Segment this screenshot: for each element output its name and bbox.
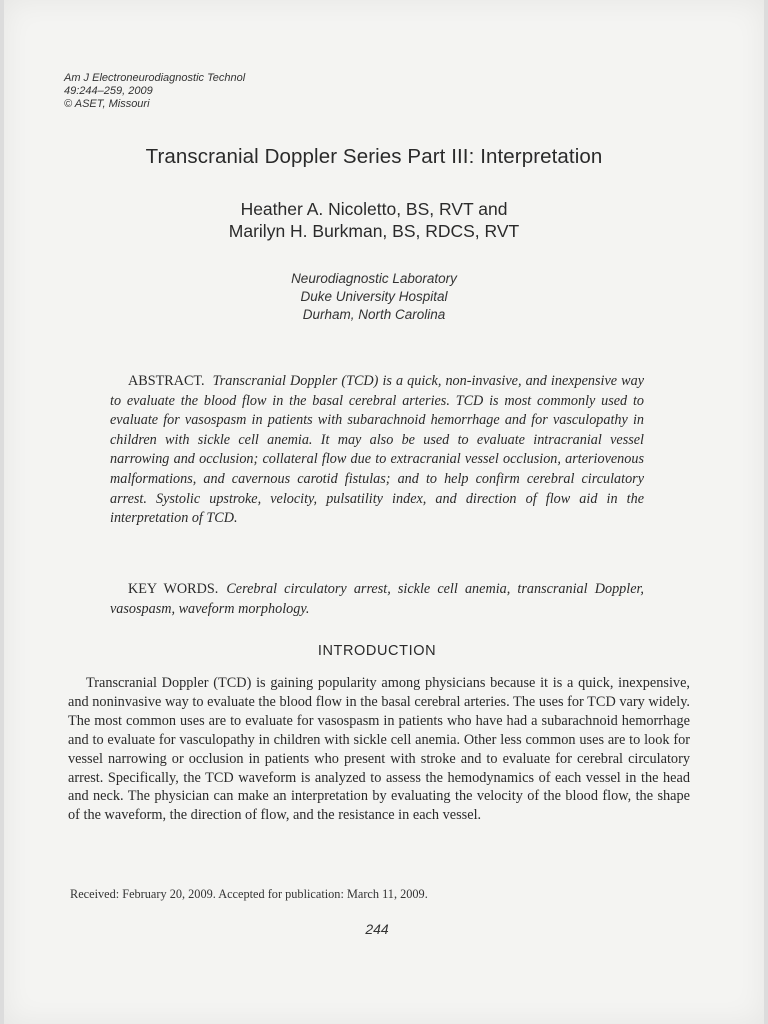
abstract xyxy=(110,372,644,529)
author-line-2: Marilyn H. Burkman, BS, RDCS, RVT xyxy=(228,221,520,241)
page-number: 244 xyxy=(365,921,389,937)
journal-citation xyxy=(64,72,245,111)
article-title: Transcranial Doppler Series Part III: Interpretation xyxy=(145,145,603,168)
introduction-heading: INTRODUCTION xyxy=(317,643,437,659)
document-page xyxy=(4,0,764,1024)
received-dates: Received: February 20, 2009. Accepted for publication: March 11, 2009. xyxy=(70,887,428,901)
article-authors xyxy=(4,198,744,242)
abstract-label: ABSTRACT. xyxy=(128,373,205,389)
journal-volume: 49:244–259, 2009 xyxy=(64,85,153,97)
affiliation xyxy=(4,270,744,324)
keywords xyxy=(110,580,644,619)
affiliation-line-2: Duke University Hospital xyxy=(300,289,448,304)
abstract-text: Transcranial Doppler (TCD) is a quick, non-invasive, and inexpensive way to evaluate the blood flow in the basal cerebral arteries. TCD is most commonly used to evaluate for vasospasm in patients with subarachnoid hemorrhage and for vasculopathy in children with sickle cell anemia. It may also be used to evaluate intracranial vessel narrowing and occlusion; collateral flow due to extracranial vessel occlusion, arteriovenous malformations, and cavernous carotid fistulas; and to help confirm cerebral circulatory arrest. Systolic upstroke, velocity, pulsatility index, and direction of flow aid in the interpretation of TCD. xyxy=(110,373,644,527)
keywords-label: KEY WORDS. xyxy=(128,581,219,597)
affiliation-line-3: Durham, North Carolina xyxy=(302,307,446,322)
introduction-paragraph: Transcranial Doppler (TCD) is gaining popularity among physicians because it is a quick, inexpensive, and noninvasive way to evaluate the blood flow in the basal cerebral arteries. The uses for TCD vary widely. The most common uses are to evaluate for vasospasm in patients who have had a subarachnoid hemorrhage and to evaluate for vasculopathy in children with sickle cell anemia. Other less common uses are to look for vessel narrowing or occlusion in patients who present with stroke and to evaluate for cerebral circulatory arrest. Specifically, the TCD waveform is analyzed to assess the hemodynamics of each vessel in the head and neck. The physician can make an interpretation by evaluating the velocity of the blood flow, the shape of the waveform, the direction of flow, and the resistance in each vessel. xyxy=(68,675,690,824)
journal-name: Am J Electroneurodiagnostic Technol xyxy=(64,72,246,84)
author-line-1: Heather A. Nicoletto, BS, RVT and xyxy=(240,199,508,219)
journal-copyright: © ASET, Missouri xyxy=(64,98,150,110)
keywords-text: Cerebral circulatory arrest, sickle cell anemia, transcranial Doppler, vasospasm, waveform morphology. xyxy=(110,581,644,617)
affiliation-line-1: Neurodiagnostic Laboratory xyxy=(291,271,457,286)
